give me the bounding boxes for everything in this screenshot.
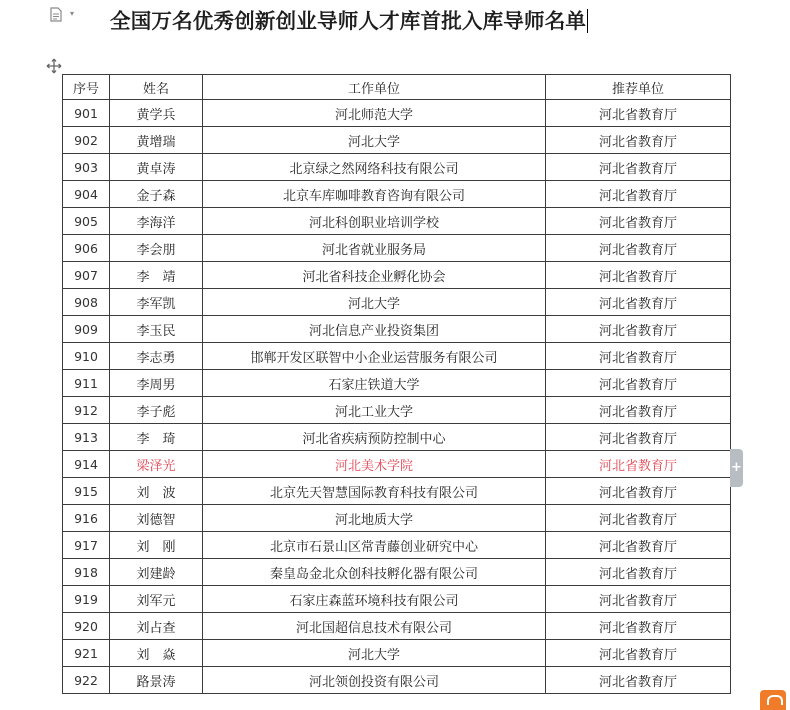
cell-workplace[interactable]: 河北信息产业投资集团 [203, 316, 546, 343]
cell-workplace[interactable]: 北京车库咖啡教育咨询有限公司 [203, 181, 546, 208]
cell-index[interactable]: 922 [63, 667, 110, 694]
table-row [63, 586, 731, 613]
side-expand-tab[interactable] [730, 449, 743, 487]
table-row [63, 262, 731, 289]
header-workplace: 工作单位 [203, 75, 546, 100]
cell-recommender[interactable]: 河北省教育厅 [546, 235, 731, 262]
cell-name[interactable]: 黄学兵 [110, 100, 203, 127]
cell-index[interactable]: 903 [63, 154, 110, 181]
cell-recommender[interactable]: 河北省教育厅 [546, 343, 731, 370]
table-row [63, 424, 731, 451]
cell-recommender[interactable]: 河北省教育厅 [546, 424, 731, 451]
table-row [63, 208, 731, 235]
cell-name[interactable]: 刘 刚 [110, 532, 203, 559]
cell-recommender[interactable]: 河北省教育厅 [546, 316, 731, 343]
cell-name[interactable]: 李子彪 [110, 397, 203, 424]
table-row [63, 235, 731, 262]
cell-workplace[interactable]: 邯郸开发区联智中小企业运营服务有限公司 [203, 343, 546, 370]
cell-name[interactable]: 黄卓涛 [110, 154, 203, 181]
cell-recommender[interactable]: 河北省教育厅 [546, 370, 731, 397]
cell-index[interactable]: 905 [63, 208, 110, 235]
cell-name[interactable]: 李周男 [110, 370, 203, 397]
cell-workplace[interactable]: 河北师范大学 [203, 100, 546, 127]
table-row [63, 343, 731, 370]
cell-name[interactable]: 刘占查 [110, 613, 203, 640]
table-row [63, 316, 731, 343]
cell-recommender[interactable]: 河北省教育厅 [546, 208, 731, 235]
cell-workplace[interactable]: 河北地质大学 [203, 505, 546, 532]
cell-name[interactable]: 李 靖 [110, 262, 203, 289]
cell-index[interactable]: 918 [63, 559, 110, 586]
cell-name[interactable]: 梁泽光 [110, 451, 203, 478]
cell-recommender[interactable]: 河北省教育厅 [546, 181, 731, 208]
table-move-handle-icon[interactable] [46, 58, 62, 74]
table-row [63, 127, 731, 154]
cell-index[interactable]: 901 [63, 100, 110, 127]
document-title[interactable] [110, 4, 710, 34]
header-name: 姓名 [110, 75, 203, 100]
cell-workplace[interactable]: 河北领创投资有限公司 [203, 667, 546, 694]
cell-name[interactable]: 金子森 [110, 181, 203, 208]
cell-recommender[interactable]: 河北省教育厅 [546, 100, 731, 127]
cell-index[interactable]: 917 [63, 532, 110, 559]
cell-workplace[interactable]: 秦皇岛金北众创科技孵化器有限公司 [203, 559, 546, 586]
cell-recommender[interactable]: 河北省教育厅 [546, 505, 731, 532]
cell-name[interactable]: 刘军元 [110, 586, 203, 613]
cell-workplace[interactable]: 河北省科技企业孵化协会 [203, 262, 546, 289]
cell-index[interactable]: 912 [63, 397, 110, 424]
cell-workplace[interactable]: 河北科创职业培训学校 [203, 208, 546, 235]
cell-index[interactable]: 914 [63, 451, 110, 478]
cell-workplace[interactable]: 北京先天智慧国际教育科技有限公司 [203, 478, 546, 505]
cell-name[interactable]: 刘 波 [110, 478, 203, 505]
cell-index[interactable]: 910 [63, 343, 110, 370]
corner-app-icon[interactable] [760, 690, 786, 710]
table-row [63, 451, 731, 478]
cell-recommender[interactable]: 河北省教育厅 [546, 397, 731, 424]
cell-index[interactable]: 902 [63, 127, 110, 154]
cell-recommender[interactable]: 河北省教育厅 [546, 586, 731, 613]
cell-workplace[interactable]: 石家庄森蓝环境科技有限公司 [203, 586, 546, 613]
text-cursor [587, 9, 588, 33]
cell-index[interactable]: 920 [63, 613, 110, 640]
cell-workplace[interactable]: 河北省就业服务局 [203, 235, 546, 262]
cell-workplace[interactable]: 北京绿之然网络科技有限公司 [203, 154, 546, 181]
cell-recommender[interactable]: 河北省教育厅 [546, 613, 731, 640]
table-row [63, 397, 731, 424]
cell-index[interactable]: 908 [63, 289, 110, 316]
cell-index[interactable]: 909 [63, 316, 110, 343]
cell-recommender[interactable]: 河北省教育厅 [546, 262, 731, 289]
cell-index[interactable]: 921 [63, 640, 110, 667]
cell-recommender[interactable]: 河北省教育厅 [546, 478, 731, 505]
cell-index[interactable]: 913 [63, 424, 110, 451]
mentor-table [62, 74, 731, 694]
cell-recommender[interactable]: 河北省教育厅 [546, 154, 731, 181]
cell-name[interactable]: 李 琦 [110, 424, 203, 451]
cell-recommender[interactable]: 河北省教育厅 [546, 289, 731, 316]
cell-name[interactable]: 黄增瑞 [110, 127, 203, 154]
plus-icon: + [731, 460, 742, 475]
cell-workplace[interactable]: 河北省疾病预防控制中心 [203, 424, 546, 451]
cell-workplace[interactable]: 北京市石景山区常青藤创业研究中心 [203, 532, 546, 559]
cell-index[interactable]: 916 [63, 505, 110, 532]
chevron-down-icon[interactable]: ▾ [70, 9, 75, 18]
table-row [63, 667, 731, 694]
header-index: 序号 [63, 75, 110, 100]
cell-recommender[interactable]: 河北省教育厅 [546, 127, 731, 154]
cell-workplace[interactable]: 河北美术学院 [203, 451, 546, 478]
table-row [63, 613, 731, 640]
table-row [63, 370, 731, 397]
header-recommender: 推荐单位 [546, 75, 731, 100]
table-row [63, 154, 731, 181]
cell-name[interactable]: 李玉民 [110, 316, 203, 343]
cell-name[interactable]: 刘德智 [110, 505, 203, 532]
cell-recommender[interactable]: 河北省教育厅 [546, 451, 731, 478]
cell-workplace[interactable]: 石家庄铁道大学 [203, 370, 546, 397]
cell-name[interactable]: 刘 焱 [110, 640, 203, 667]
table-row [63, 532, 731, 559]
cell-index[interactable]: 915 [63, 478, 110, 505]
cell-name[interactable]: 李军凯 [110, 289, 203, 316]
cell-name[interactable]: 李志勇 [110, 343, 203, 370]
cell-recommender[interactable]: 河北省教育厅 [546, 667, 731, 694]
cell-name[interactable]: 李会朋 [110, 235, 203, 262]
table-row [63, 559, 731, 586]
cell-index[interactable]: 904 [63, 181, 110, 208]
cell-recommender[interactable]: 河北省教育厅 [546, 640, 731, 667]
cell-index[interactable]: 907 [63, 262, 110, 289]
cell-workplace[interactable]: 河北大学 [203, 289, 546, 316]
title-text: 全国万名优秀创新创业导师人才库首批入库导师名单 [110, 9, 587, 33]
table-header-row [63, 75, 731, 100]
table-row [63, 640, 731, 667]
table-row [63, 289, 731, 316]
table-body [63, 100, 731, 694]
cell-workplace[interactable]: 河北大学 [203, 640, 546, 667]
document-icon[interactable] [50, 7, 62, 22]
cell-index[interactable]: 911 [63, 370, 110, 397]
cell-recommender[interactable]: 河北省教育厅 [546, 532, 731, 559]
cell-index[interactable]: 906 [63, 235, 110, 262]
cell-name[interactable]: 李海洋 [110, 208, 203, 235]
cell-recommender[interactable]: 河北省教育厅 [546, 559, 731, 586]
cell-workplace[interactable]: 河北大学 [203, 127, 546, 154]
cell-workplace[interactable]: 河北国超信息技术有限公司 [203, 613, 546, 640]
cell-index[interactable]: 919 [63, 586, 110, 613]
cell-workplace[interactable]: 河北工业大学 [203, 397, 546, 424]
table-row [63, 478, 731, 505]
table-row [63, 100, 731, 127]
table-row [63, 505, 731, 532]
cell-name[interactable]: 刘建龄 [110, 559, 203, 586]
table-row [63, 181, 731, 208]
cell-name[interactable]: 路景涛 [110, 667, 203, 694]
